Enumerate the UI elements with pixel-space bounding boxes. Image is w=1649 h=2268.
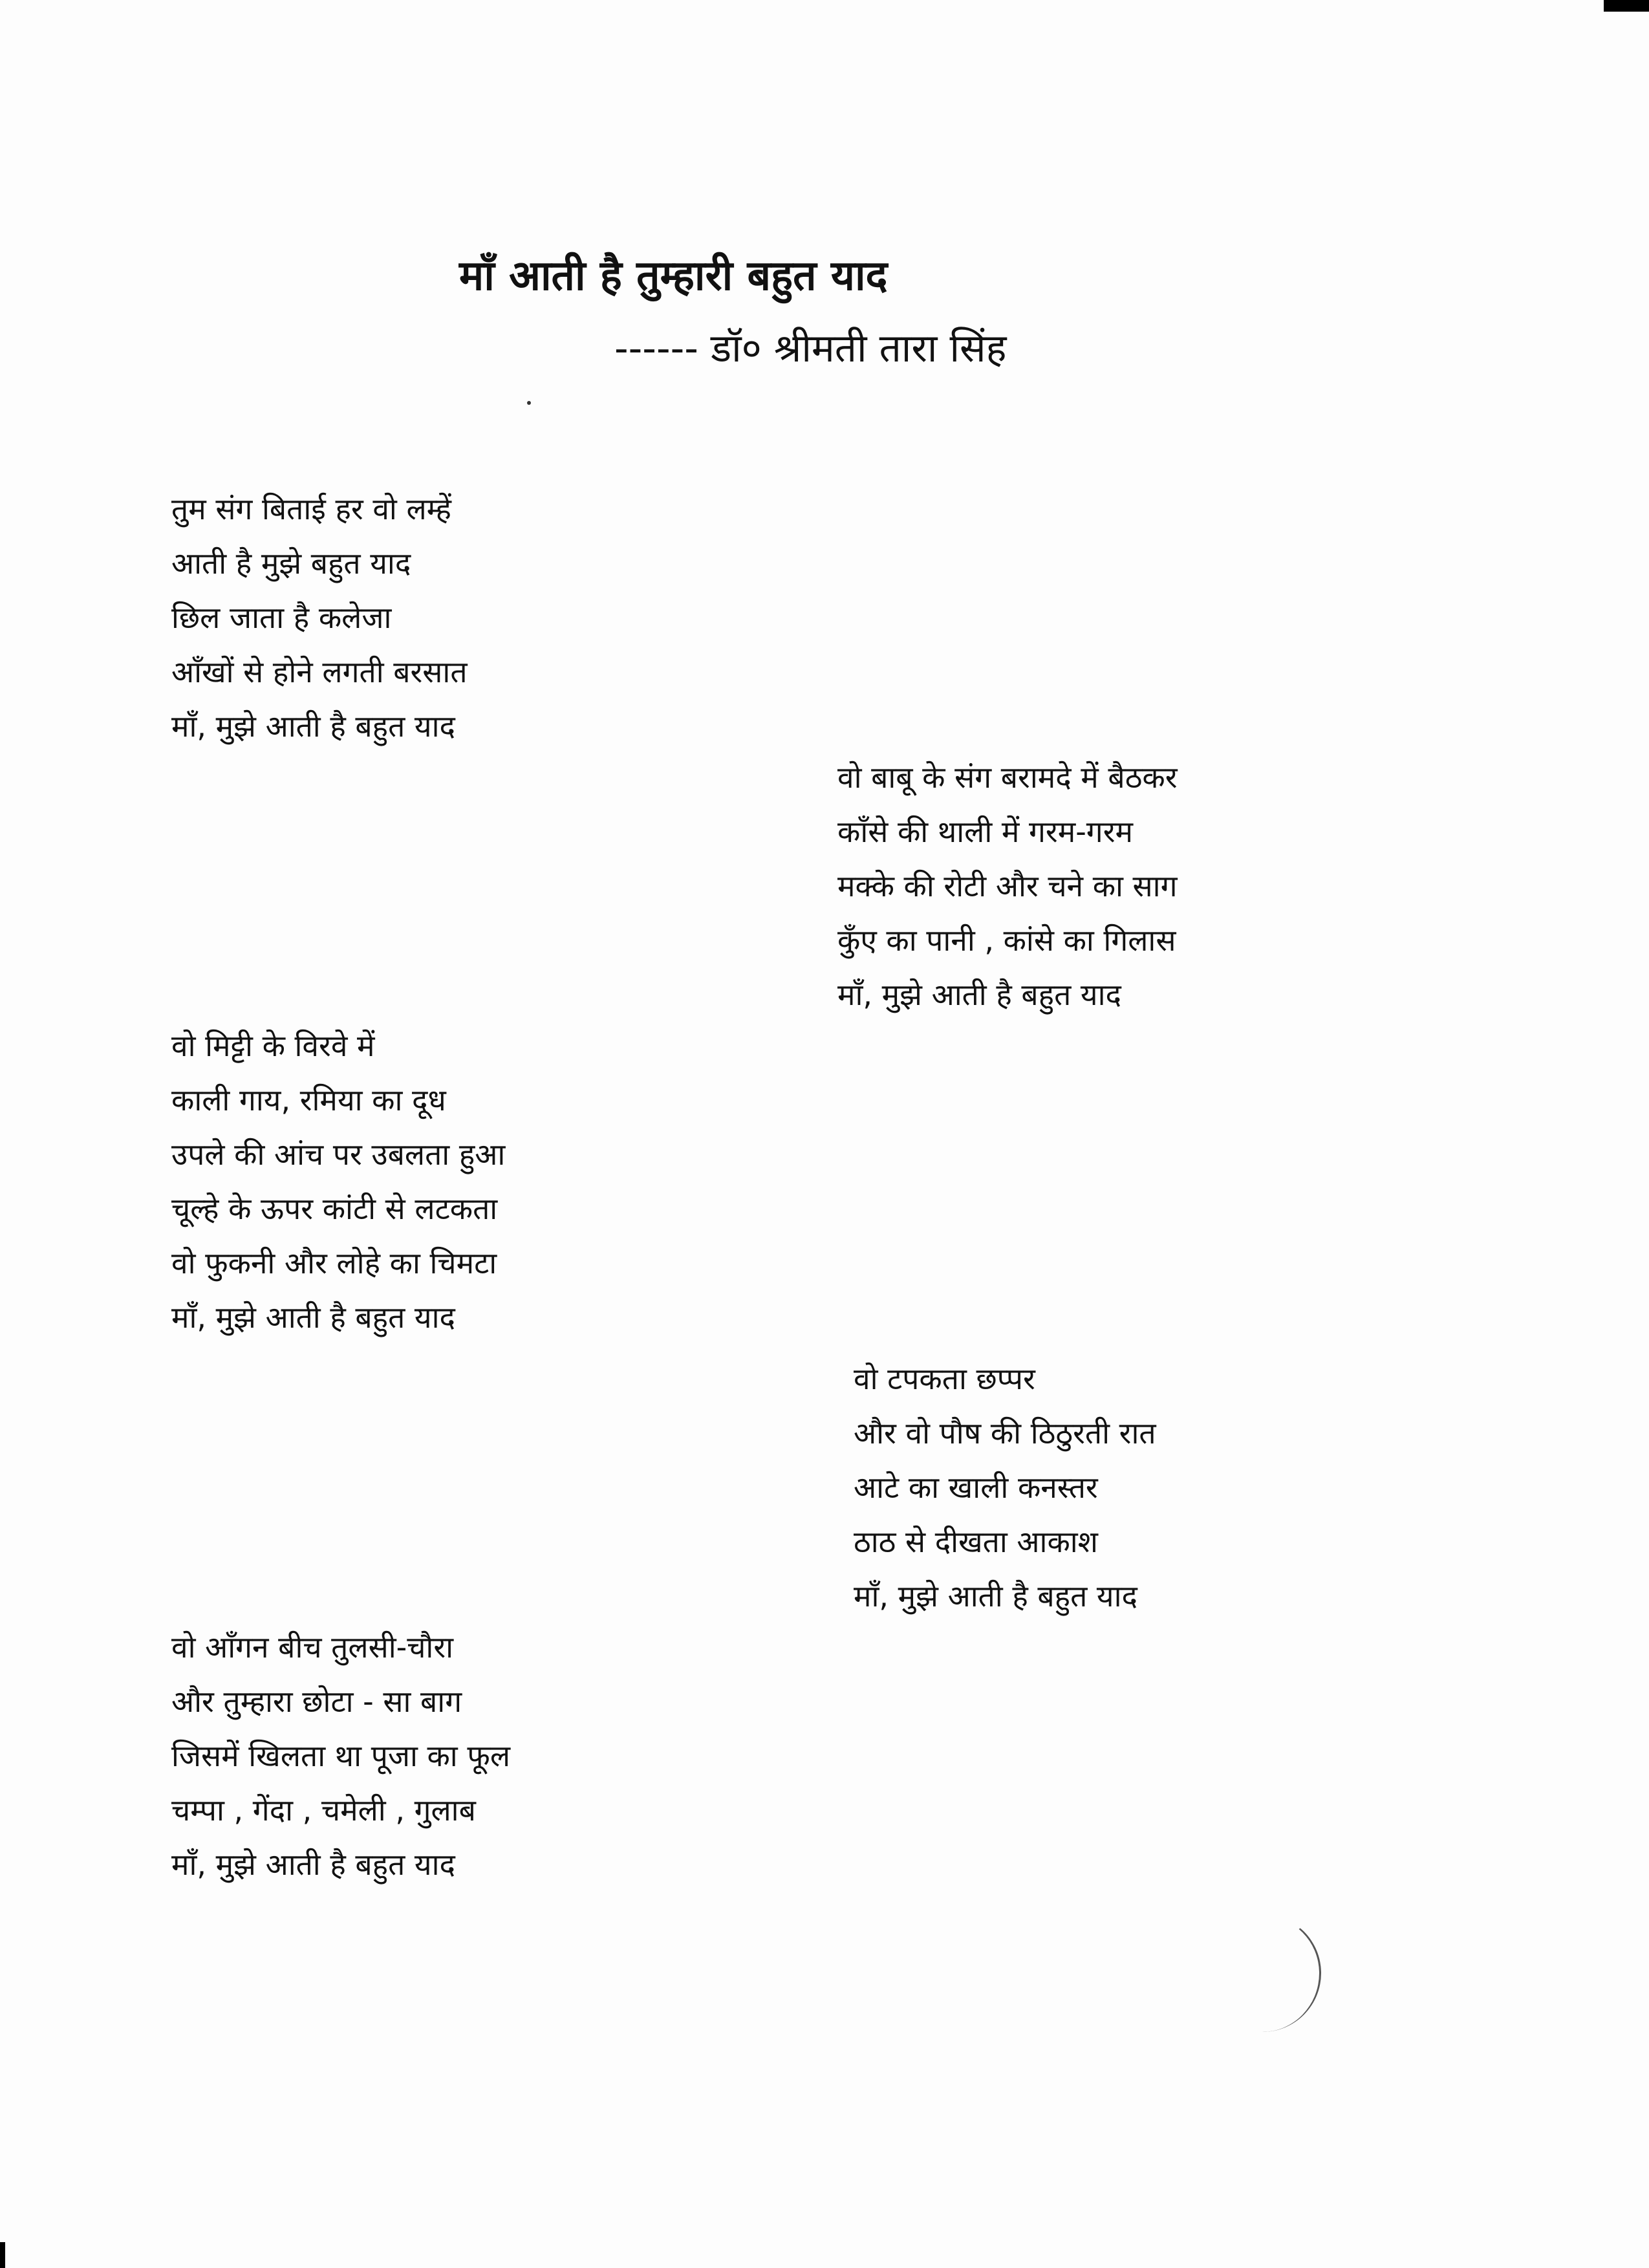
stanza-line: माँ, मुझे आती है बहुत याद [171,709,455,744]
stanza-line: काली गाय, रमिया का दूध [171,1083,446,1118]
scan-speck [527,401,531,405]
stanza-line: माँ, मुझे आती है बहुत याद [854,1579,1137,1614]
scan-mark-top [1604,0,1649,12]
stanza-line: माँ, मुझे आती है बहुत याद [837,977,1121,1012]
stanza-line: तुम संग बिताई हर वो लम्हें [171,491,451,526]
poem-author: ------ डॉ० श्रीमती तारा सिंह [614,326,1007,371]
stanza-line: छिल जाता है कलेजा [171,600,392,635]
stanza-line: और वो पौष की ठिठुरती रात [854,1416,1156,1451]
stanza-5 [171,1620,624,1892]
stanza-line: ठाठ से दीखता आकाश [854,1524,1098,1559]
stanza-line: जिसमें खिलता था पूजा का फूल [171,1738,511,1773]
scan-mark-bottom [0,2242,5,2268]
stanza-4 [854,1352,1287,1623]
stanza-line: वो फुकनी और लोहे का चिमटा [171,1246,497,1280]
stanza-1 [171,482,559,753]
stanza-line: आँखों से होने लगती बरसात [171,654,468,689]
stanza-line: चम्पा , गेंदा , चमेली , गुलाब [171,1793,476,1828]
poem-title: माँ आती है तुम्हारी बहुत याद [459,252,888,300]
stanza-line: और तुम्हारा छोटा - सा बाग [171,1684,462,1719]
pen-stroke-mark [1242,1914,1321,2032]
stanza-line: उपले की आंच पर उबलता हुआ [171,1137,506,1172]
stanza-line: आटे का खाली कनस्तर [854,1470,1098,1505]
stanza-3 [171,1019,611,1345]
stanza-line: वो मिट्टी के विरवे में [171,1028,375,1063]
stanza-line: माँ, मुझे आती है बहुत याद [171,1847,455,1882]
stanza-line: मक्के की रोटी और चने का साग [837,869,1178,903]
stanza-line: वो आँगन बीच तुलसी-चौरा [171,1630,454,1665]
stanza-line: चूल्हे के ऊपर कांटी से लटकता [171,1191,498,1226]
stanza-2 [837,750,1290,1022]
stanza-line: वो बाबू के संग बरामदे में बैठकर [837,760,1178,795]
stanza-line: माँ, मुझे आती है बहुत याद [171,1300,455,1335]
stanza-line: कुँए का पानी , कांसे का गिलास [837,923,1176,958]
stanza-line: काँसे की थाली में गरम-गरम [837,814,1134,849]
stanza-line: आती है मुझे बहुत याद [171,546,411,581]
stanza-line: वो टपकता छप्पर [854,1361,1035,1396]
